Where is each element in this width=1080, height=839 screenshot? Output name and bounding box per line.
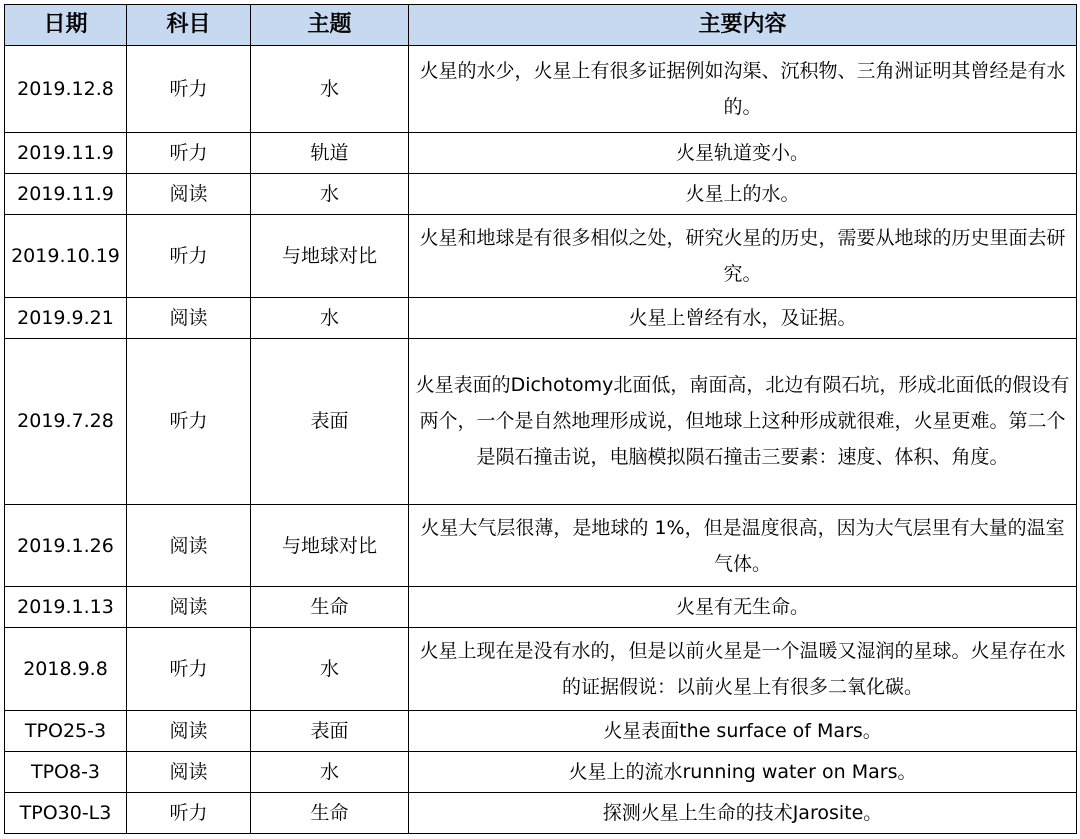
cell-date: TPO25-3: [5, 710, 127, 751]
cell-subject: 阅读: [127, 297, 251, 338]
cell-topic: 表面: [251, 710, 409, 751]
cell-content: 火星的水少，火星上有很多证据例如沟渠、沉积物、三角洲证明其曾经是有水的。: [409, 46, 1077, 133]
cell-date: 2019.10.19: [5, 215, 127, 297]
table-row: [5, 338, 1077, 504]
mars-topics-table: [4, 4, 1077, 834]
cell-topic: 水: [251, 46, 409, 133]
cell-content: 火星上曾经有水，及证据。: [409, 297, 1077, 338]
table-row: [5, 174, 1077, 215]
cell-topic: 水: [251, 174, 409, 215]
header-row: [5, 5, 1077, 46]
cell-topic: 轨道: [251, 133, 409, 174]
cell-subject: 阅读: [127, 710, 251, 751]
cell-content: 探测火星上生命的技术Jarosite。: [409, 792, 1077, 833]
cell-date: 2019.11.9: [5, 174, 127, 215]
table-row: [5, 215, 1077, 297]
cell-topic: 水: [251, 628, 409, 710]
cell-date: 2019.11.9: [5, 133, 127, 174]
cell-topic: 与地球对比: [251, 215, 409, 297]
cell-topic: 生命: [251, 587, 409, 628]
cell-subject: 听力: [127, 215, 251, 297]
cell-subject: 阅读: [127, 751, 251, 792]
table-row: [5, 792, 1077, 833]
cell-date: 2019.7.28: [5, 338, 127, 504]
cell-date: TPO30-L3: [5, 792, 127, 833]
cell-topic: 与地球对比: [251, 505, 409, 587]
table-row: [5, 751, 1077, 792]
cell-content: 火星上的流水running water on Mars。: [409, 751, 1077, 792]
table-row: [5, 133, 1077, 174]
cell-date: 2019.1.26: [5, 505, 127, 587]
cell-content: 火星和地球是有很多相似之处，研究火星的历史，需要从地球的历史里面去研究。: [409, 215, 1077, 297]
table-row: [5, 710, 1077, 751]
header-content: 主要内容: [409, 5, 1077, 46]
cell-date: 2018.9.8: [5, 628, 127, 710]
table-row: [5, 297, 1077, 338]
cell-content: 火星有无生命。: [409, 587, 1077, 628]
cell-subject: 听力: [127, 338, 251, 504]
cell-subject: 听力: [127, 792, 251, 833]
header-topic: 主题: [251, 5, 409, 46]
cell-content: 火星表面the surface of Mars。: [409, 710, 1077, 751]
cell-topic: 水: [251, 751, 409, 792]
table-row: [5, 46, 1077, 133]
cell-content: 火星上的水。: [409, 174, 1077, 215]
cell-date: 2019.9.21: [5, 297, 127, 338]
cell-topic: 生命: [251, 792, 409, 833]
cell-subject: 阅读: [127, 174, 251, 215]
cell-content: 火星大气层很薄，是地球的 1%，但是温度很高，因为大气层里有大量的温室气体。: [409, 505, 1077, 587]
cell-subject: 听力: [127, 46, 251, 133]
header-subject: 科目: [127, 5, 251, 46]
header-date: 日期: [5, 5, 127, 46]
table-row: [5, 505, 1077, 587]
cell-date: 2019.1.13: [5, 587, 127, 628]
cell-topic: 表面: [251, 338, 409, 504]
table-row: [5, 587, 1077, 628]
table-row: [5, 628, 1077, 710]
cell-content: 火星轨道变小。: [409, 133, 1077, 174]
cell-subject: 听力: [127, 133, 251, 174]
cell-topic: 水: [251, 297, 409, 338]
cell-content: 火星表面的Dichotomy北面低，南面高，北边有陨石坑，形成北面低的假设有两个，一个是自然地理形成说，但地球上这种形成就很难，火星更难。第二个是陨石撞击说，电脑模拟陨石撞击三要素：速度、体积、角度。: [409, 338, 1077, 504]
cell-subject: 听力: [127, 628, 251, 710]
cell-subject: 阅读: [127, 505, 251, 587]
cell-date: TPO8-3: [5, 751, 127, 792]
cell-content: 火星上现在是没有水的，但是以前火星是一个温暖又湿润的星球。火星存在水的证据假说：以前火星上有很多二氧化碳。: [409, 628, 1077, 710]
cell-subject: 阅读: [127, 587, 251, 628]
cell-date: 2019.12.8: [5, 46, 127, 133]
